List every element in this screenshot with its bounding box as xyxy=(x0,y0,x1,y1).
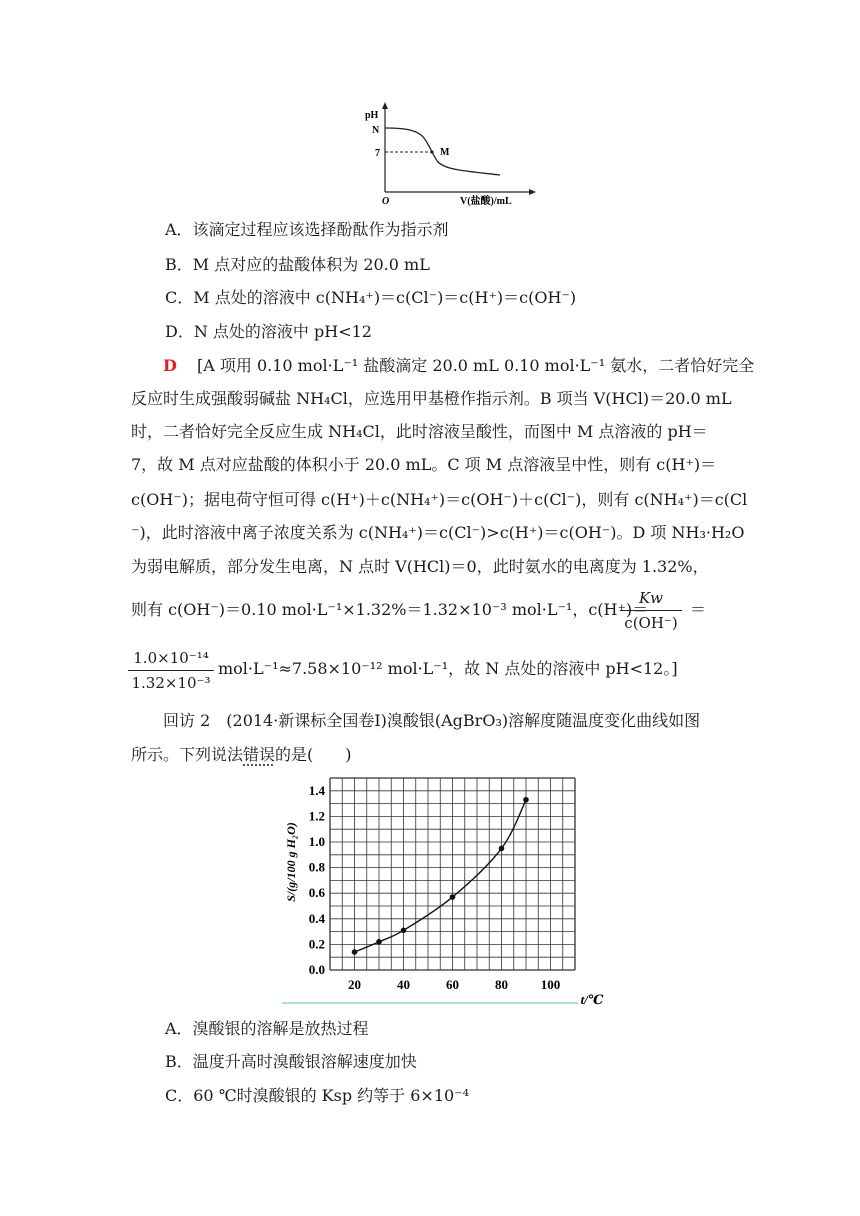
value-fraction-bar xyxy=(128,670,214,671)
q2-heading-line-2: 所示。下列说法错误的是( ) xyxy=(131,745,352,764)
final-text: mol·L⁻¹≈7.58×10⁻¹² mol·L⁻¹，故 N 点处的溶液中 pH<12。] xyxy=(218,659,678,678)
explanation-line-6: ⁻)，此时溶液中离子浓度关系为 c(NH₄⁺)＝c(Cl⁻)>c(H⁺)＝c(OH⁻)。D 项 NH₃·H₂O xyxy=(131,523,745,542)
explanation-line-4: 7，故 M 点对应盐酸的体积小于 20.0 mL。C 项 M 点溶液呈中性，则有 c(H⁺)＝ xyxy=(131,455,717,474)
answer-letter: D xyxy=(163,356,177,375)
titration-n-label: N xyxy=(372,125,380,136)
value-denominator: 1.32×10⁻³ xyxy=(131,674,211,692)
y-tick-label: 0.6 xyxy=(308,885,325,901)
q1-option-b: B．M 点对应的盐酸体积为 20.0 mL xyxy=(165,255,430,274)
titration-m-point xyxy=(430,150,433,153)
kw-fraction xyxy=(620,588,682,633)
titration-xlabel: V(盐酸)/mL xyxy=(460,196,512,207)
titration-7-label: 7 xyxy=(375,148,380,159)
kw-fraction-bar xyxy=(620,610,682,611)
x-tick-label: 60 xyxy=(446,977,459,992)
data-point xyxy=(401,928,407,934)
x-tick-label: 80 xyxy=(495,977,508,992)
data-point xyxy=(450,894,456,900)
q1-option-a: A．该滴定过程应该选择酚酞作为指示剂 xyxy=(165,220,449,239)
explanation-line-3: 时，二者恰好完全反应生成 NH₄Cl，此时溶液呈酸性，而图中 M 点溶液的 pH＝ xyxy=(131,422,708,441)
formula-line-prefix: 则有 c(OH⁻)＝0.10 mol·L⁻¹×1.32%＝1.32×10⁻³ mol·L⁻¹，c(H⁺)＝ xyxy=(131,600,649,619)
x-tick-label: 100 xyxy=(540,977,561,992)
value-fraction xyxy=(128,648,214,693)
q1-option-c: C．M 点处的溶液中 c(NH₄⁺)＝c(Cl⁻)＝c(H⁺)＝c(OH⁻) xyxy=(165,288,577,307)
kw-denominator: c(OH⁻) xyxy=(624,614,678,632)
formula-equals: ＝ xyxy=(690,600,707,619)
solubility-xlabel: t/℃ xyxy=(580,992,604,1007)
explanation-line-7: 为弱电解质，部分发生电离，N 点时 V(HCl)＝0，此时氨水的电离度为 1.32%， xyxy=(131,557,709,576)
y-tick-label: 1.2 xyxy=(308,808,325,824)
data-point xyxy=(352,949,358,955)
titration-m-label: M xyxy=(440,147,450,158)
y-tick-label: 1.0 xyxy=(308,834,325,849)
solubility-ylabel: S/(g/100 g H₂O) xyxy=(284,822,298,902)
kw-numerator: Kw xyxy=(638,589,664,607)
y-tick-label: 0.2 xyxy=(308,936,325,952)
solubility-ticks xyxy=(309,783,561,992)
q1-option-d: D．N 点处的溶液中 pH<12 xyxy=(165,322,372,341)
titration-x-arrow xyxy=(529,189,536,195)
x-tick-label: 20 xyxy=(348,977,361,992)
y-tick-label: 0.8 xyxy=(308,859,325,875)
q2-emphasis: 错误 xyxy=(243,745,276,764)
value-numerator: 1.0×10⁻¹⁴ xyxy=(133,649,209,667)
explanation-line-2: 反应时生成强酸弱碱盐 NH₄Cl，应选用甲基橙作指示剂。B 项当 V(HCl)＝20.0 mL xyxy=(131,389,732,408)
solubility-grid xyxy=(330,778,575,970)
q2-option-b: B．温度升高时溴酸银溶解速度加快 xyxy=(165,1052,417,1071)
q2-heading-line-1: 回访 2 (2014·新课标全国卷Ⅰ)溴酸银(AgBrO₃)溶解度随温度变化曲线如图 xyxy=(163,711,701,730)
q2-option-a: A．溴酸银的溶解是放热过程 xyxy=(165,1019,369,1038)
q2-option-c: C．60 ℃时溴酸银的 Ksp 约等于 6×10⁻⁴ xyxy=(165,1086,470,1105)
explanation-line-1: [A 项用 0.10 mol·L⁻¹ 盐酸滴定 20.0 mL 0.10 mol·L⁻¹ 氨水，二者恰好完全 xyxy=(197,356,755,375)
data-point xyxy=(523,797,529,803)
titration-y-arrow xyxy=(382,102,388,109)
x-tick-label: 40 xyxy=(397,977,410,992)
y-tick-label: 0.4 xyxy=(308,910,325,926)
titration-origin-label: O xyxy=(382,196,390,207)
data-point xyxy=(376,939,382,945)
titration-chart xyxy=(360,100,540,210)
solubility-chart xyxy=(280,772,620,1008)
titration-ylabel: pH xyxy=(365,110,379,121)
y-tick-label: 1.4 xyxy=(308,782,325,798)
y-tick-label: 0.0 xyxy=(308,962,325,977)
data-point xyxy=(499,846,505,852)
explanation-line-5: c(OH⁻)；据电荷守恒可得 c(H⁺)＋c(NH₄⁺)＝c(OH⁻)＋c(Cl⁻)，则有 c(NH₄⁺)＝c(Cl xyxy=(131,490,748,509)
